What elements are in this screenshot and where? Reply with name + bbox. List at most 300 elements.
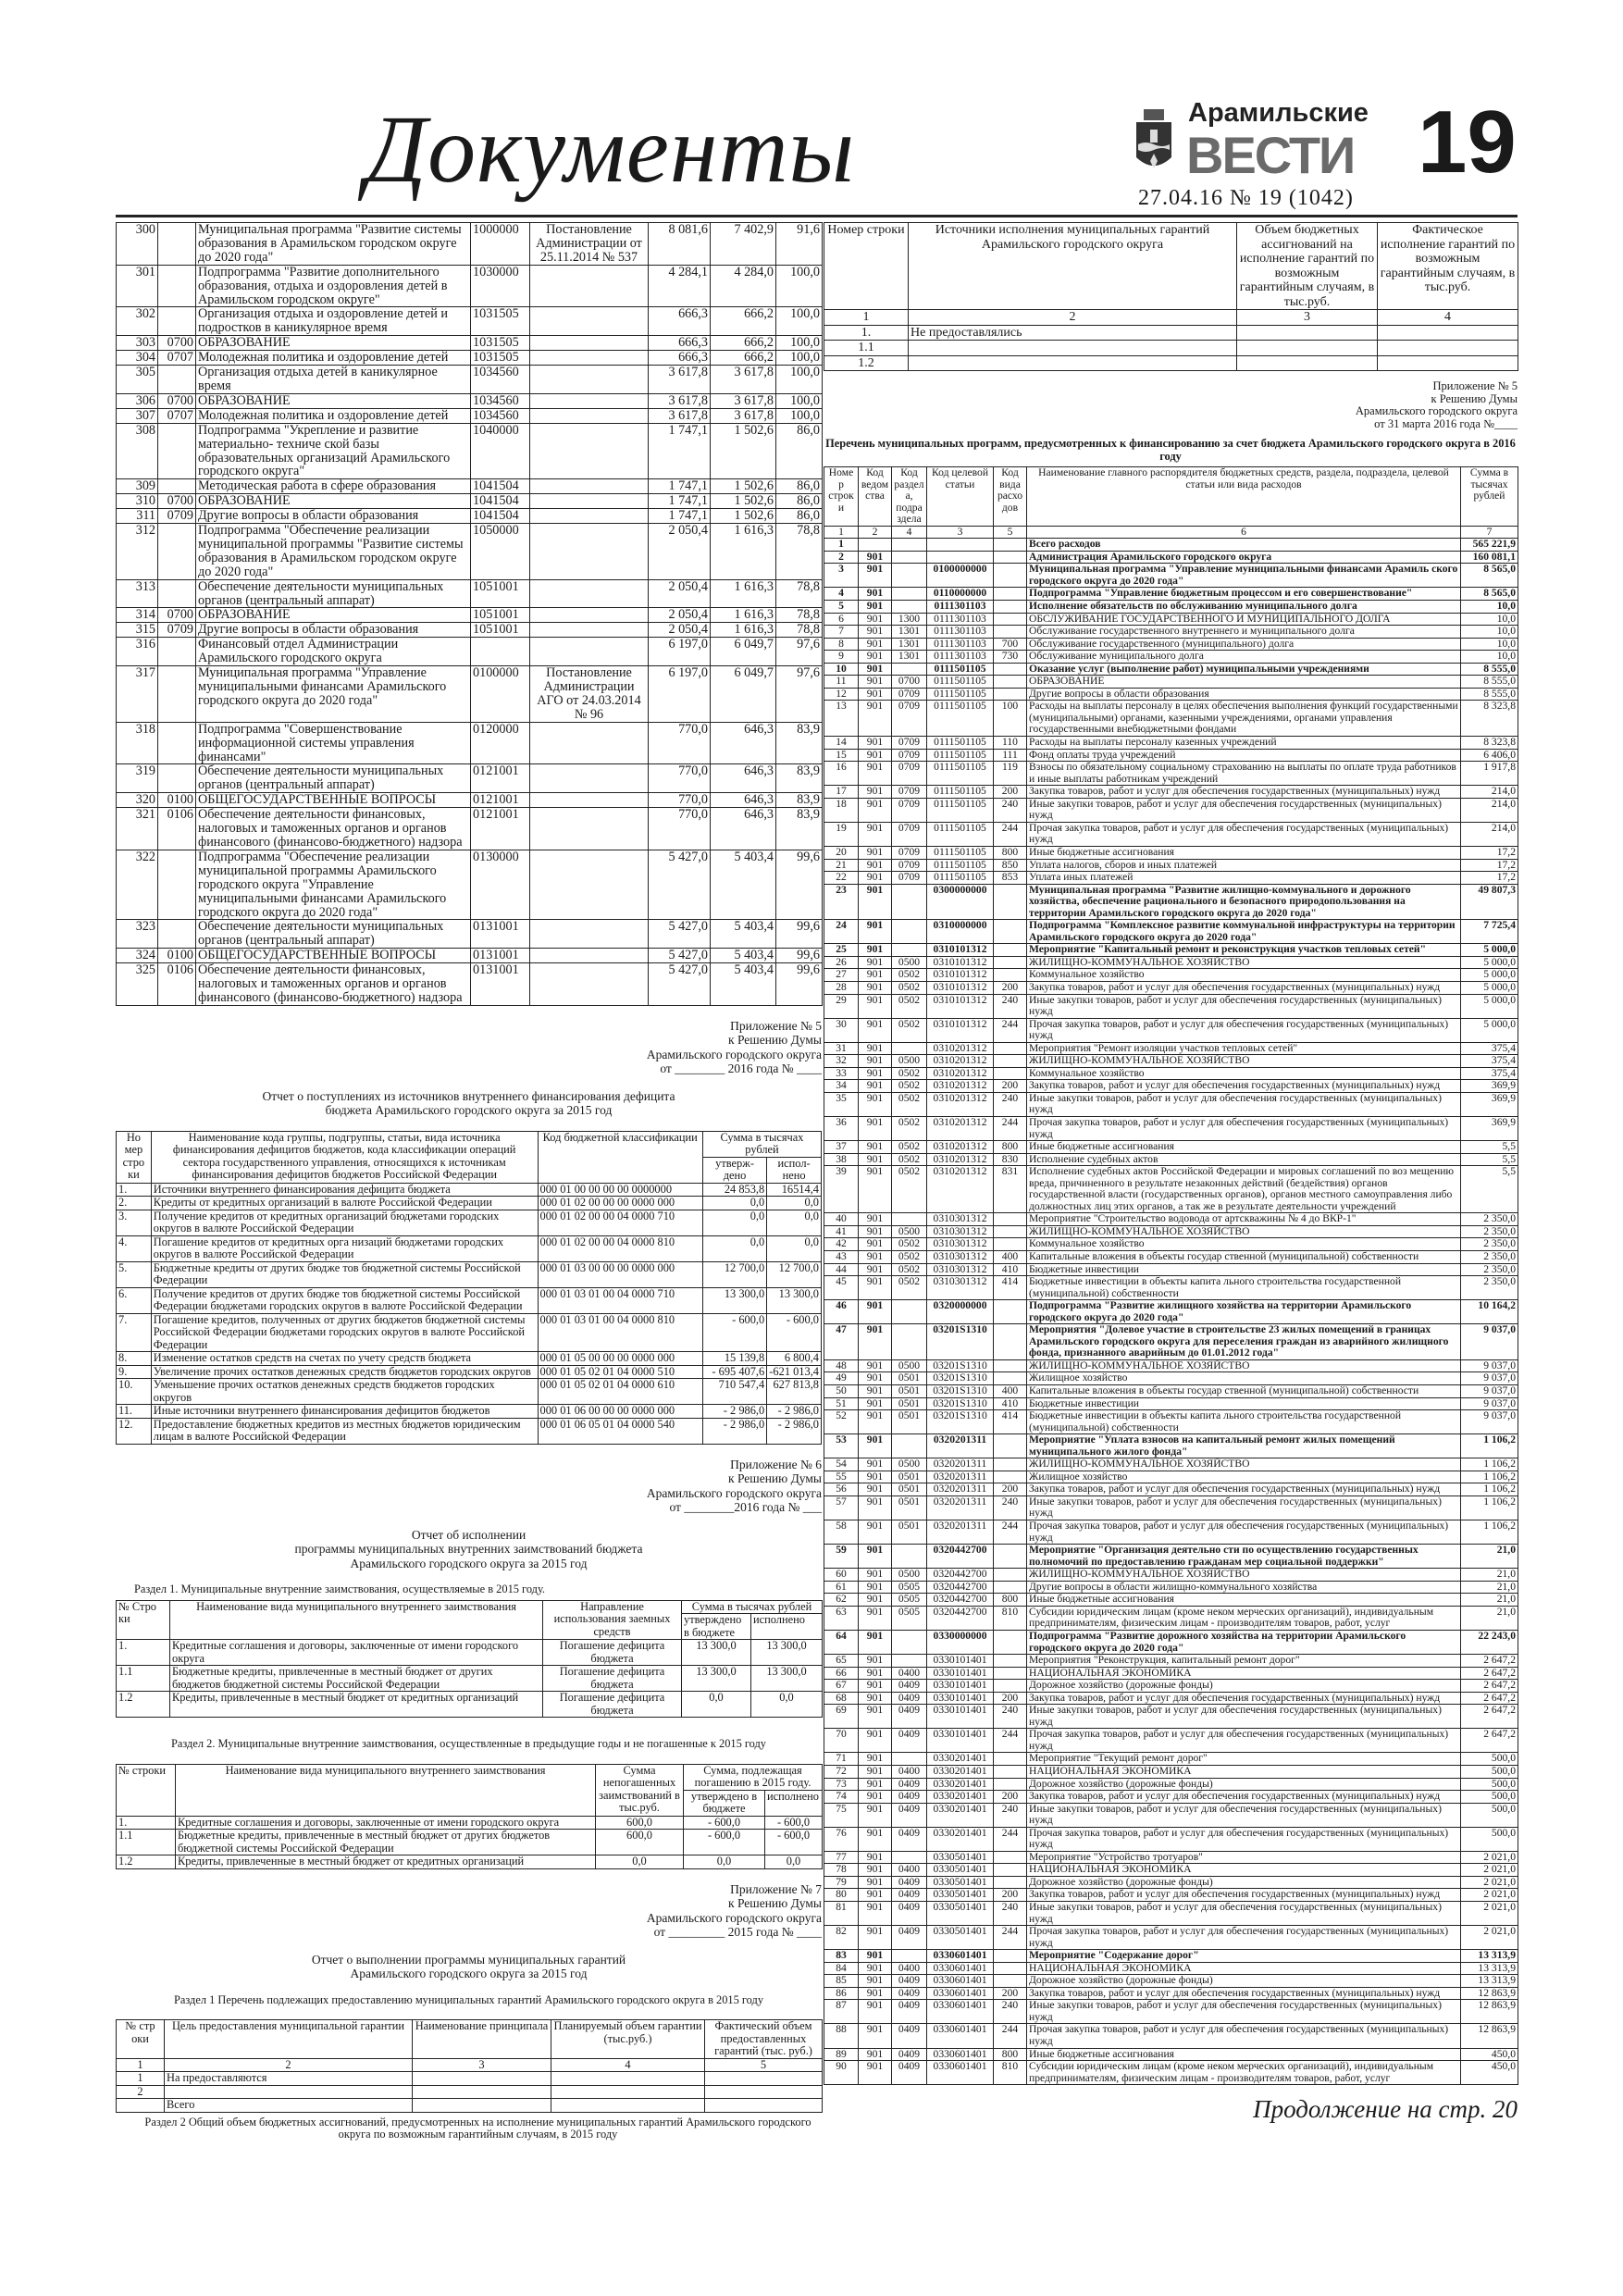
table-cell: 86: [824, 1987, 859, 2000]
table-cell: Подпрограмма "Совершенствование информационной системы управления финансами": [196, 722, 471, 764]
table-cell: 9.: [117, 1365, 152, 1379]
table-cell: Фонд оплаты труда учреждений: [1027, 749, 1461, 762]
table-cell: 0409: [892, 1901, 927, 1925]
table-row: [824, 1397, 1518, 1410]
table-row: [824, 786, 1518, 799]
table-cell: 901: [859, 701, 892, 737]
table-cell: 850: [994, 859, 1027, 872]
table-row: [117, 1313, 822, 1352]
table-cell: 77: [824, 1851, 859, 1864]
table-cell: 99,6: [776, 920, 823, 949]
table-row: [824, 626, 1518, 639]
table-cell: 0320201311: [927, 1471, 994, 1483]
table-cell: 901: [859, 1569, 892, 1582]
col-head: Наименование кода группы, подгруппы, статьи, вида источника финансирования дефицитов бюджетов, кода классификации операций сектора государственного управления, относящихся к источникам финансирования дефицитов бюджетов Российской Федерации: [151, 1131, 538, 1183]
table-cell: 6 197,0: [649, 638, 711, 666]
table-cell: 17,2: [1461, 846, 1518, 859]
table-cell: 0700: [892, 676, 927, 689]
table-cell: 100,0: [776, 351, 823, 366]
table-cell: Погашение кредитов от кредитных орга низаций бюджетами городских округов в валюте Российской Федерации: [151, 1235, 538, 1261]
table-row: [117, 1235, 822, 1261]
table-cell: 43: [824, 1251, 859, 1264]
table-cell: 1 502,6: [711, 423, 776, 479]
table-cell: 49: [824, 1372, 859, 1385]
col-head: Направление использования заемных средств: [543, 1600, 682, 1640]
table-cell: 100,0: [776, 336, 823, 351]
table-row: [824, 325, 1518, 341]
table-cell: 0330101401: [927, 1705, 994, 1729]
table-cell: 240: [994, 1496, 1027, 1520]
table-cell: 83,9: [776, 808, 823, 850]
table-cell: 0501: [892, 1483, 927, 1496]
table-cell: 901: [859, 859, 892, 872]
table-cell: [892, 663, 927, 676]
table-cell: 200: [994, 1791, 1027, 1804]
table-cell: 2 050,4: [649, 524, 711, 580]
table-row: [824, 1545, 1518, 1569]
table-cell: 0310000000: [927, 920, 994, 944]
table-cell: 240: [994, 1092, 1027, 1116]
column-header: 1: [824, 310, 909, 326]
table-cell: Подпрограмма "Обеспечение реализации муниципальной программы Арамильского городского округа "Управление муниципальными финансами Арамильского городского округа до 2020 года": [196, 850, 471, 920]
table-row: [117, 524, 823, 580]
table-cell: 710 547,4: [702, 1379, 766, 1405]
table-cell: 0502: [892, 1263, 927, 1276]
table-cell: - 600,0: [702, 1313, 766, 1352]
table-cell: ЖИЛИЩНО-КОММУНАЛЬНОЕ ХОЗЯЙСТВО: [1027, 1458, 1461, 1471]
table-row: [824, 1092, 1518, 1116]
table-cell: 901: [859, 588, 892, 601]
column-header: Наименование принципала: [413, 2020, 551, 2059]
table-cell: [413, 2085, 551, 2099]
table-cell: 1 106,2: [1461, 1471, 1518, 1483]
table-cell: 0409: [892, 1827, 927, 1851]
column-header: Код вида расходов: [994, 467, 1027, 527]
table-row: [824, 588, 1518, 601]
table-cell: 1.2: [117, 1855, 176, 1869]
table-cell: 810: [994, 1606, 1027, 1630]
table-cell: Бюджетные кредиты от других бюдже тов бюджетной системы Российской Федерации: [151, 1261, 538, 1287]
table-cell: 15: [824, 749, 859, 762]
table-cell: 901: [859, 1225, 892, 1238]
table-cell: 8 323,8: [1461, 737, 1518, 750]
table-cell: 853: [994, 872, 1027, 885]
table-cell: 0310101312: [927, 969, 994, 982]
table-cell: 0131001: [471, 920, 530, 949]
table-cell: 240: [994, 1705, 1027, 1729]
table-cell: 9 037,0: [1461, 1397, 1518, 1410]
table-cell: 901: [859, 1153, 892, 1166]
table-cell: 200: [994, 1080, 1027, 1093]
column-header: Планируемый объем гарантии (тыс.руб.): [551, 2020, 705, 2059]
table-cell: 11: [824, 676, 859, 689]
table-cell: 35: [824, 1092, 859, 1116]
table-cell: 901: [859, 1080, 892, 1093]
table-cell: 6: [824, 613, 859, 626]
col-head: исполнено: [765, 1790, 823, 1816]
table-row: [824, 762, 1518, 786]
table-row: [824, 1803, 1518, 1827]
table-cell: 57: [824, 1496, 859, 1520]
table-cell: [892, 920, 927, 944]
table-cell: [892, 601, 927, 614]
table-cell: 3 617,8: [711, 408, 776, 423]
table-cell: 0700: [158, 393, 196, 408]
table-cell: 13: [824, 701, 859, 737]
table-cell: 666,2: [711, 336, 776, 351]
table-cell: [471, 638, 530, 666]
table-row: [824, 1042, 1518, 1055]
table-cell: 306: [117, 393, 158, 408]
table-cell: 86,0: [776, 423, 823, 479]
table-cell: 2.: [117, 1197, 152, 1210]
table-cell: [892, 539, 927, 552]
table-cell: 13 300,0: [682, 1640, 751, 1666]
table-cell: Дорожное хозяйство (дорожные фонды): [1027, 1876, 1461, 1889]
table-cell: 17,2: [1461, 872, 1518, 885]
table-cell: [892, 1300, 927, 1324]
table-cell: 53: [824, 1434, 859, 1458]
table-row: [117, 1365, 822, 1379]
table-cell: 1 106,2: [1461, 1483, 1518, 1496]
table-cell: 5 403,4: [711, 920, 776, 949]
table-cell: Обеспечение деятельности муниципальных органов (центральный аппарат): [196, 920, 471, 949]
table-cell: 1301: [892, 651, 927, 664]
table-cell: 200: [994, 1889, 1027, 1902]
column-header: Фактический объем предоставленных гарантий (тыс. руб.): [705, 2020, 823, 2059]
table-row: [117, 920, 823, 949]
table-cell: 320: [117, 793, 158, 808]
table-cell: [994, 1545, 1027, 1569]
table-cell: 0,0: [767, 1210, 822, 1235]
table-row: [117, 1830, 823, 1855]
continued-on-page: Продолжение на стр. 20: [1253, 2095, 1518, 2124]
table-cell: 0310301312: [927, 1251, 994, 1264]
table-cell: 2 021,0: [1461, 1851, 1518, 1864]
table-cell: НАЦИОНАЛЬНАЯ ЭКОНОМИКА: [1027, 1667, 1461, 1680]
table-cell: [530, 351, 649, 366]
table-cell: 375,4: [1461, 1055, 1518, 1068]
table-cell: 8 555,0: [1461, 688, 1518, 701]
table-cell: 0310301312: [927, 1263, 994, 1276]
table-cell: ОБРАЗОВАНИЕ: [196, 494, 471, 509]
table-cell: 325: [117, 963, 158, 1006]
table-cell: 5 000,0: [1461, 994, 1518, 1018]
table-cell: 0111501105: [927, 822, 994, 846]
table-cell: 666,2: [711, 307, 776, 336]
table-cell: 0131001: [471, 963, 530, 1006]
table-cell: 0,0: [702, 1235, 766, 1261]
table-cell: ЖИЛИЩНО-КОММУНАЛЬНОЕ ХОЗЯЙСТВО: [1027, 1055, 1461, 1068]
table-cell: 68: [824, 1692, 859, 1705]
table-cell: 0709: [892, 762, 927, 786]
table-cell: 901: [859, 2048, 892, 2061]
table-cell: 16514,4: [767, 1183, 822, 1197]
table-cell: 160 081,1: [1461, 551, 1518, 564]
table-cell: Бюджетные инвестиции: [1027, 1397, 1461, 1410]
table-cell: [994, 1851, 1027, 1864]
table-cell: ЖИЛИЩНО-КОММУНАЛЬНОЕ ХОЗЯЙСТВО: [1027, 956, 1461, 969]
table-cell: 0409: [892, 1778, 927, 1791]
table-cell: [892, 1545, 927, 1569]
table-cell: Мероприятие "Текущий ремонт дорог": [1027, 1753, 1461, 1766]
table-cell: Получение кредитов от кредитных организаций бюджетами городских округов в валюте Российской Федерации: [151, 1210, 538, 1235]
column-header: Код целевой статьи: [927, 467, 994, 527]
table-cell: 901: [859, 1055, 892, 1068]
table-cell: - 2 986,0: [702, 1405, 766, 1419]
table-cell: Уменьшение прочих остатков денежных средств бюджетов городских округов: [151, 1379, 538, 1405]
table-cell: Мероприятие "Содержание дорог": [1027, 1950, 1461, 1963]
table-cell: 99,6: [776, 850, 823, 920]
table-row: [824, 1055, 1518, 1068]
table-cell: Обслуживание муниципального долга: [1027, 651, 1461, 664]
table-cell: 0501: [892, 1410, 927, 1434]
table-cell: Иные бюджетные ассигнования: [1027, 1141, 1461, 1154]
table-cell: 5 000,0: [1461, 981, 1518, 994]
table-cell: Иные бюджетные ассигнования: [1027, 1594, 1461, 1607]
table-cell: 901: [859, 1141, 892, 1154]
table-cell: 0709: [892, 798, 927, 822]
table-cell: Субсидии юридическим лицам (кроме неком мерческих организаций), индивидуальным предпринимателям, физическим лицам - производителям товаров, работ, услуг: [1027, 2061, 1461, 2085]
table-cell: 0330501401: [927, 1864, 994, 1877]
table-cell: 8 323,8: [1461, 701, 1518, 737]
table-cell: 10: [824, 663, 859, 676]
table-cell: 901: [859, 1324, 892, 1360]
table-cell: [892, 1851, 927, 1864]
table-cell: 6 049,7: [711, 666, 776, 723]
table-cell: Прочая закупка товаров, работ и услуг для обеспечения государственных (муниципальных) нужд: [1027, 1827, 1461, 1851]
col-head: испол-нено: [767, 1157, 822, 1183]
title-line: программы муниципальных внутренних заимствований бюджета: [294, 1542, 643, 1557]
table-cell: 1031505: [471, 336, 530, 351]
appendix-5-note: [463, 1019, 822, 1076]
table-cell: 12 863,9: [1461, 2024, 1518, 2048]
table-row: [117, 1210, 822, 1235]
table-cell: 5 403,4: [711, 963, 776, 1006]
table-cell: 901: [859, 1851, 892, 1864]
column-header: № стр оки: [117, 2020, 165, 2059]
table-cell: 214,0: [1461, 822, 1518, 846]
table-cell: 800: [994, 846, 1027, 859]
table-cell: - 695 407,6: [702, 1365, 766, 1379]
table-cell: 0310201312: [927, 1080, 994, 1093]
table-cell: 810: [994, 2061, 1027, 2085]
col-head: утверждено в бюджете: [684, 1790, 765, 1816]
table-cell: 901: [859, 1926, 892, 1950]
column-header: Код раздела, подраздела: [892, 467, 927, 527]
table-cell: 51: [824, 1397, 859, 1410]
table-cell: 2 050,4: [649, 623, 711, 638]
table-cell: 0320201311: [927, 1483, 994, 1496]
table-cell: 0409: [892, 1692, 927, 1705]
column-header: Наименование главного распорядителя бюджетных средств, раздела, подраздела, целевой статьи или вида расходов: [1027, 467, 1461, 527]
column-header: Номер строки: [824, 223, 909, 310]
table-cell: 1 106,2: [1461, 1520, 1518, 1545]
table-cell: [994, 1962, 1027, 1975]
table-cell: Организация отдыха и оздоровление детей и подростков в каникулярное время: [196, 307, 471, 336]
table-row: [117, 223, 823, 266]
table-cell: 901: [859, 1372, 892, 1385]
table-cell: [530, 479, 649, 494]
table-cell: 31: [824, 1042, 859, 1055]
table-cell: Муниципальная программа "Развитие жилищно-коммунального и дорожного хозяйства, обеспечение рационального и безопасного природопользования на территории Арамильского городского округа до 2020 года": [1027, 884, 1461, 920]
table-cell: 0111501105: [927, 688, 994, 701]
table-cell: 8.: [117, 1352, 152, 1366]
column-header: Фактическое исполнение гарантий по возможным гарантийным случаям, в тыс.руб.: [1378, 223, 1518, 310]
table-cell: 1 747,1: [649, 509, 711, 524]
table-cell: Прочая закупка товаров, работ и услуг для обеспечения государственных (муниципальных) нужд: [1027, 822, 1461, 846]
table-row: [117, 336, 823, 351]
table-cell: 0400: [892, 1864, 927, 1877]
table-cell: 99,6: [776, 963, 823, 1006]
table-cell: [994, 564, 1027, 588]
table-cell: 9 037,0: [1461, 1410, 1518, 1434]
table-cell: 5 000,0: [1461, 969, 1518, 982]
table-cell: 901: [859, 1630, 892, 1654]
table-cell: 0310201312: [927, 1116, 994, 1140]
table-cell: [530, 393, 649, 408]
table-cell: 78,8: [776, 608, 823, 623]
borrowings-2015-table: [116, 1600, 822, 1719]
table-cell: 10,0: [1461, 613, 1518, 626]
table-cell: 0111501105: [927, 749, 994, 762]
table-cell: [705, 2099, 823, 2113]
table-cell: 7 725,4: [1461, 920, 1518, 944]
table-cell: 414: [994, 1410, 1027, 1434]
table-cell: [158, 223, 196, 266]
table-cell: 0709: [892, 822, 927, 846]
table-cell: 5 427,0: [649, 949, 711, 963]
table-cell: 2 050,4: [649, 608, 711, 623]
table-row: [117, 1197, 822, 1210]
table-cell: 0409: [892, 1705, 927, 1729]
table-cell: 0709: [892, 872, 927, 885]
table-cell: 200: [994, 786, 1027, 799]
table-cell: Другие вопросы в области жилищно-коммунального хозяйства: [1027, 1581, 1461, 1594]
table-cell: 45: [824, 1276, 859, 1300]
table-cell: 39: [824, 1166, 859, 1213]
table-cell: Финансовый отдел Администрации Арамильского городского округа: [196, 638, 471, 666]
table-cell: 0501: [892, 1397, 927, 1410]
borrowings-prior-table: [116, 1764, 822, 1869]
table-cell: 1301: [892, 626, 927, 639]
note-line: к Решению Думы: [728, 1471, 822, 1486]
table-cell: [994, 884, 1027, 920]
table-cell: [530, 509, 649, 524]
table-cell: 10,0: [1461, 651, 1518, 664]
table-cell: 240: [994, 2000, 1027, 2024]
table-row: [117, 793, 823, 808]
table-row: [824, 1251, 1518, 1264]
table-cell: 901: [859, 1667, 892, 1680]
table-row: [824, 956, 1518, 969]
table-cell: 1 616,3: [711, 608, 776, 623]
table-row: [117, 307, 823, 336]
table-cell: [994, 1581, 1027, 1594]
table-cell: 901: [859, 1680, 892, 1693]
table-cell: 244: [994, 1926, 1027, 1950]
header-rule: [116, 215, 1518, 217]
table-cell: Исполнение судебных актов: [1027, 1153, 1461, 1166]
title-line: бюджета Арамильского городского округа за 2015 год: [325, 1103, 613, 1118]
table-cell: 5 403,4: [711, 850, 776, 920]
table-cell: [994, 1630, 1027, 1654]
table-row: [117, 265, 823, 307]
table-cell: [530, 265, 649, 307]
table-cell: 627 813,8: [767, 1379, 822, 1405]
table-cell: 0501: [892, 1471, 927, 1483]
table-row: [824, 1080, 1518, 1093]
coat-of-arms-icon: [1134, 109, 1173, 176]
table-cell: [530, 307, 649, 336]
table-cell: 770,0: [649, 793, 711, 808]
table-cell: 901: [859, 956, 892, 969]
table-cell: 319: [117, 764, 158, 793]
table-cell: 0501: [892, 1372, 927, 1385]
table-cell: 1050000: [471, 524, 530, 580]
table-cell: 61: [824, 1581, 859, 1594]
table-cell: [413, 2072, 551, 2086]
table-cell: 666,3: [649, 351, 711, 366]
table-cell: Иные закупки товаров, работ и услуг для обеспечения государственных (муниципальных) нужд: [1027, 1803, 1461, 1827]
table-cell: 0310101312: [927, 994, 994, 1018]
table-cell: 0502: [892, 1276, 927, 1300]
title-line: Арамильского городского округа за 2015 год: [350, 1967, 588, 1981]
table-cell: 3 617,8: [649, 393, 711, 408]
table-cell: Уплата иных платежей: [1027, 872, 1461, 885]
table-cell: - 600,0: [765, 1816, 823, 1830]
table-cell: 23: [824, 884, 859, 920]
table-cell: 03201S1310: [927, 1410, 994, 1434]
table-cell: [530, 366, 649, 394]
table-cell: - 2 986,0: [767, 1405, 822, 1419]
table-row: [824, 1987, 1518, 2000]
table-cell: Иные бюджетные ассигнования: [1027, 846, 1461, 859]
table-cell: 901: [859, 1827, 892, 1851]
table-cell: [994, 1067, 1027, 1080]
table-cell: 0409: [892, 2000, 927, 2024]
table-cell: [927, 539, 994, 552]
table-cell: 13 313,9: [1461, 1950, 1518, 1963]
table-cell: [530, 623, 649, 638]
table-cell: Подпрограмма "Развитие жилищного хозяйства на территории Арамильского городского округа до 2020 года": [1027, 1300, 1461, 1324]
table-cell: 0330601401: [927, 2024, 994, 2048]
table-cell: Жилищное хозяйство: [1027, 1372, 1461, 1385]
table-cell: 100,0: [776, 393, 823, 408]
table-row: [117, 1261, 822, 1287]
table-cell: 1 616,3: [711, 623, 776, 638]
table-cell: 901: [859, 1864, 892, 1877]
table-cell: 901: [859, 1092, 892, 1116]
table-cell: Муниципальная программа "Управление муниципальными финансами Арамильского городского округа до 2020 года": [196, 666, 471, 723]
table-cell: 666,3: [649, 307, 711, 336]
table-cell: - 600,0: [765, 1830, 823, 1855]
table-cell: 317: [117, 666, 158, 723]
table-cell: [117, 2099, 165, 2113]
table-row: [117, 579, 823, 608]
table-cell: 304: [117, 351, 158, 366]
table-cell: 316: [117, 638, 158, 666]
table-cell: [994, 688, 1027, 701]
table-cell: [158, 423, 196, 479]
table-cell: Иные закупки товаров, работ и услуг для обеспечения государственных (муниципальных) нужд: [1027, 1901, 1461, 1925]
column-header: Сумма в тысячах рублей: [1461, 467, 1518, 527]
table-cell: 82: [824, 1926, 859, 1950]
table-cell: [892, 1950, 927, 1963]
table-cell: 17: [824, 786, 859, 799]
table-cell: 0320442700: [927, 1594, 994, 1607]
table-cell: 901: [859, 551, 892, 564]
